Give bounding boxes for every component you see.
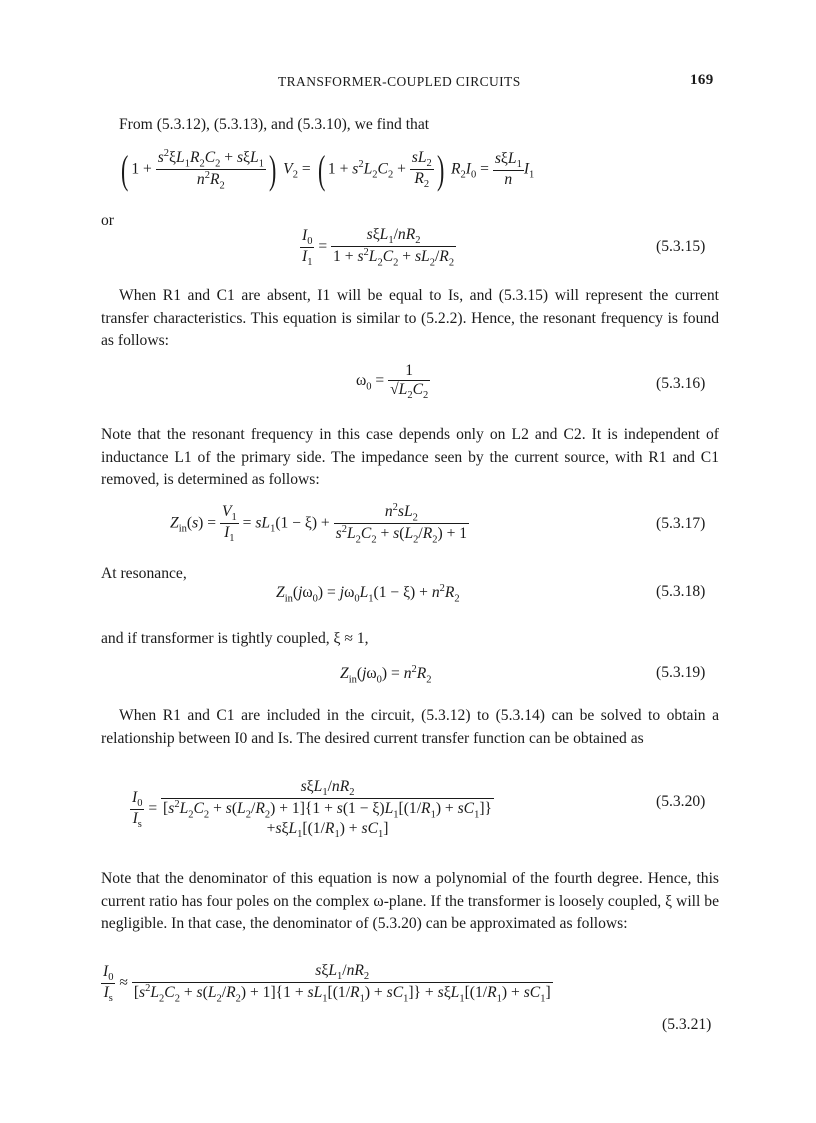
equation-unnumbered: ( 1 + $\frac{s^2\xi L_1R_2C_2 + s\xi L_1}{n^2R_2}$ ) $V_2$ = ( $1 + s^2L_2C_2$ + $\frac{sL_2}{R_2}$ ) $R_2I_0$ = $\frac{s\xi L_1}{n}$ $I_1$	[120, 146, 535, 192]
page-number: 169	[690, 72, 714, 88]
equation-5-3-16: $\omega_0$ = $\frac{1}{√L_2C_2}$	[356, 362, 429, 402]
equation-5-3-19: $Z_{in}(j\omega_0) = n^2R_2$	[340, 664, 432, 686]
eq-number-18: (5.3.18)	[656, 583, 706, 600]
eq-number-20: (5.3.20)	[656, 793, 706, 810]
paragraph-4: At resonance,	[101, 565, 187, 582]
equation-5-3-17: $Z_{in}(s)$ = $\frac{V_1}{I_1}$ = $sL_1(1 - \xi)$ + $\frac{n^2sL_2}{s^2L_2C_2 + s(L_2/R_2) + 1}$	[170, 502, 468, 546]
equation-5-3-21: $\frac{I_0}{I_s}$ ≈ $s\xi L_1/nR_2$ $[s^2L_2C_2 + s(L_2/R_2) + 1]\{1 + sL_1[(1/R_1) + sC_1]\} + s\xi L_1[(1/R_1) + sC_1]$	[103, 962, 551, 1005]
paragraph-2: When R1 and C1 are absent, I1 will be equal to Is, and (5.3.15) will represent the current transfer characteristics. This equation is similar to (5.2.2). Hence, the resonant frequency is found as follows:	[101, 287, 719, 349]
equation-5-3-15: $\frac{I_0}{I_1}$ = $\frac{s\xi L_1/nR_2}{1 + s^2L_2C_2 + sL_2/R_2}$	[302, 226, 455, 269]
equation-5-3-20: $\frac{I_0}{I_s}$ = $s\xi L_1/nR_2$ $[s^2L_2C_2 + s(L_2/R_2) + 1]\{1 + s(1 - \xi)L_1[(1/R_1) + sC_1]\}$ $+s\xi L_1[(1/R_1) + sC_1]$	[132, 778, 493, 841]
eq-number-17: (5.3.17)	[656, 515, 706, 532]
paragraph-3: Note that the resonant frequency in this case depends only on L2 and C2. It is independent of inductance L1 of the primary side. The impedance seen by the current source, with R1 and C1 removed, is determined as follows:	[101, 426, 719, 488]
eq-number-21: (5.3.21)	[662, 1016, 712, 1033]
header-title: TRANSFORMER-COUPLED CIRCUITS	[278, 74, 521, 89]
eq-number-16: (5.3.16)	[656, 375, 706, 392]
eq-number-19: (5.3.19)	[656, 664, 706, 681]
paragraph-5: and if transformer is tightly coupled, ξ ≈ 1,	[101, 630, 369, 647]
paragraph-7: Note that the denominator of this equation is now a polynomial of the fourth degree. Hence, this current ratio has four poles on the complex ω-plane. If the transformer is loosely coupled, ξ will be negligible. In that case, the denominator of (5.3.20) can be approximated as follows:	[101, 870, 719, 932]
paragraph-1: From (5.3.12), (5.3.13), and (5.3.10), we find that	[119, 116, 430, 133]
equation-5-3-18: $Z_{in}(j\omega_0) = j\omega_0L_1(1 - \xi) + n^2R_2$	[276, 583, 460, 605]
paragraph-6: When R1 and C1 are included in the circuit, (5.3.12) to (5.3.14) can be solved to obtain a relationship between I0 and Is. The desired current transfer function can be obtained as	[101, 707, 719, 747]
eq-number-15: (5.3.15)	[656, 238, 706, 255]
text-or: or	[101, 212, 114, 229]
